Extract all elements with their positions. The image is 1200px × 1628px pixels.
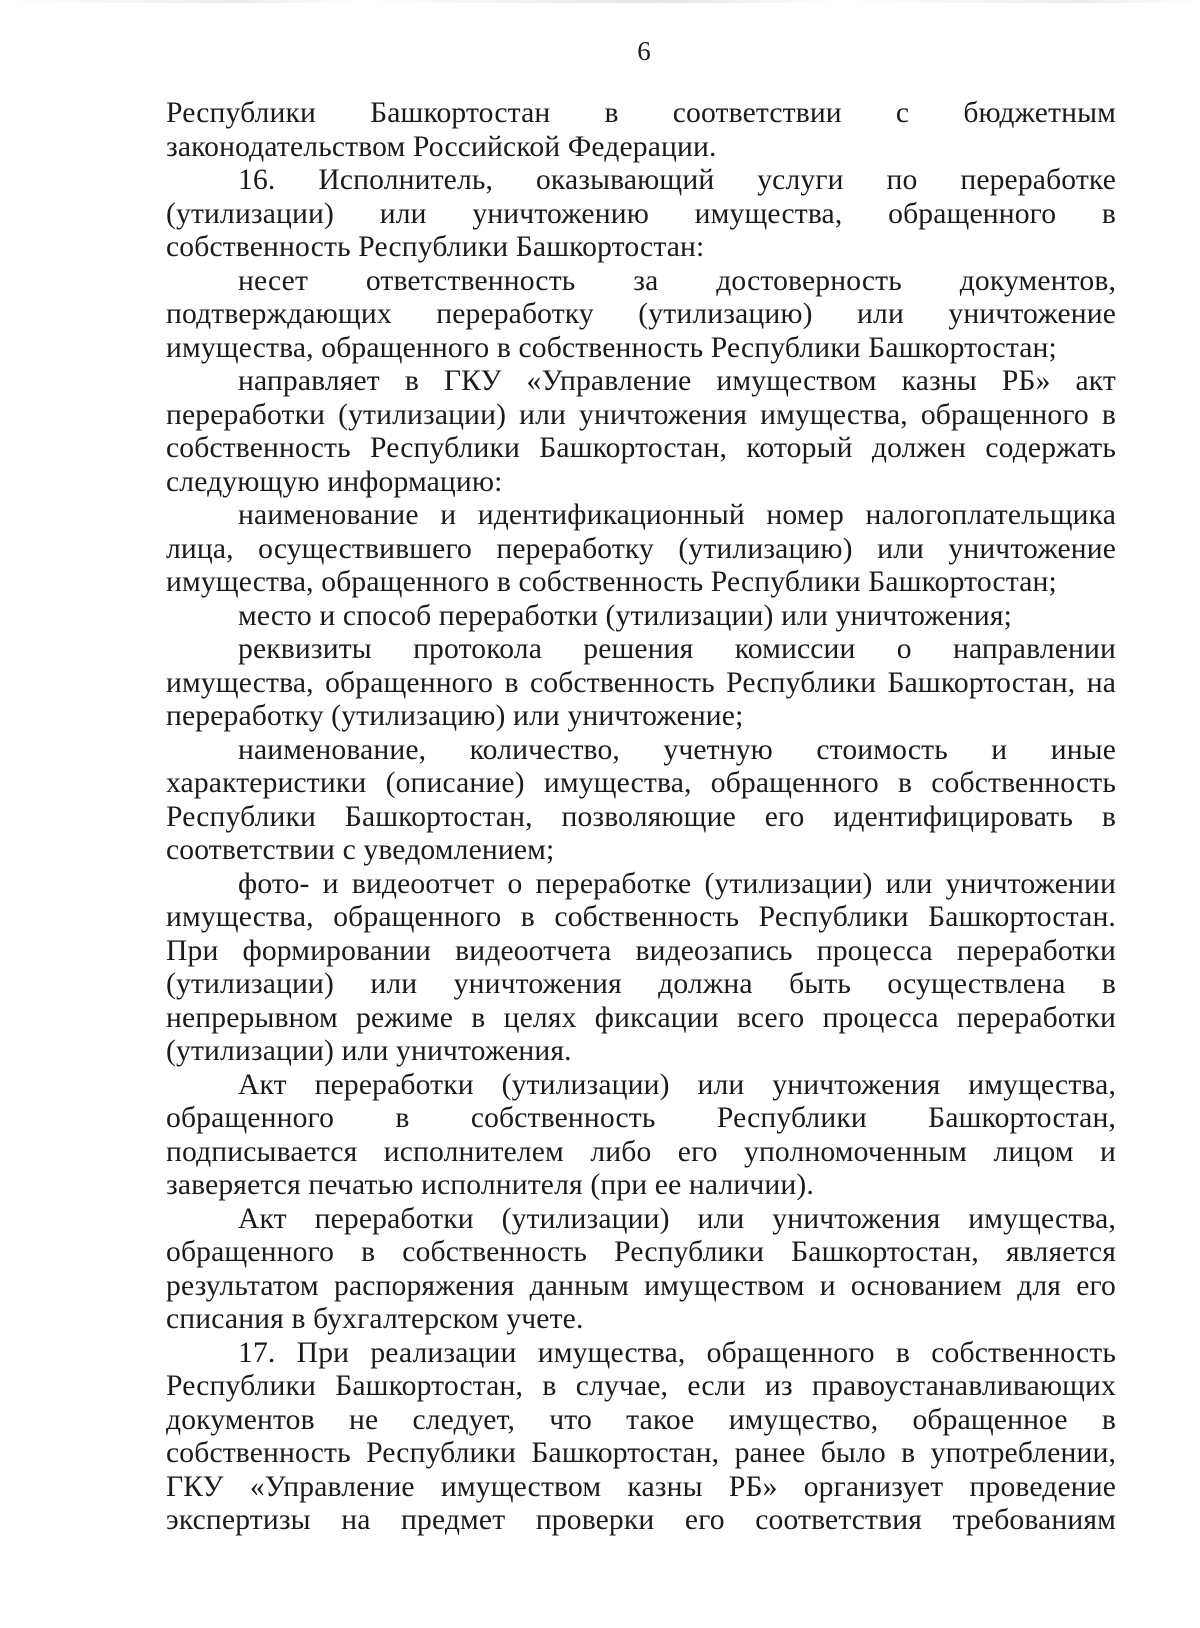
text-line: подтверждающих переработку (утилизацию) или уничтожение [166,298,1116,330]
text-line: непрерывном режиме в целях фиксации всего процесса переработки [166,1001,1116,1034]
text-line: имущества, обращенного в собственность Республики Башкортостан; [166,331,1057,364]
text-line: Акт переработки (утилизации) или уничтожения имущества, [238,1068,1116,1101]
text-line: подписывается исполнителем либо его уполномоченным лицом и [166,1135,1116,1168]
text-line: (утилизации) или уничтожения должна быть осуществлена в [166,968,1116,1000]
text-line: документов не следует, что такое имущество, обращенное в [166,1403,1116,1436]
text-line: направляет в ГКУ «Управление имуществом казны РБ» акт [238,365,1116,397]
text-line: При формировании видеоотчета видеозапись процесса переработки [166,934,1116,967]
text-line: наименование и идентификационный номер налогоплательщика [238,499,1116,531]
text-line: заверяется печатью исполнителя (при ее наличии). [166,1169,814,1201]
text-line: Акт переработки (утилизации) или уничтожения имущества, [238,1202,1116,1235]
text-line: имущества, обращенного в собственность Республики Башкортостан. [166,901,1116,933]
text-line: переработки (утилизации) или уничтожения имущества, обращенного в [166,398,1116,431]
document-body [166,97,1116,1538]
text-line: характеристики (описание) имущества, обращенного в собственность [166,767,1116,799]
text-line: имущества, обращенного в собственность Республики Башкортостан; [166,566,1057,598]
text-line: реквизиты протокола решения комиссии о направлении [238,633,1116,665]
text-line: (утилизации) или уничтожения. [166,1035,572,1067]
text-line: 17. При реализации имущества, обращенного в собственность [238,1336,1116,1369]
text-line: 16. Исполнитель, оказывающий услуги по переработке [238,164,1116,196]
text-line: место и способ переработки (утилизации) или уничтожения; [238,599,1012,632]
text-line: собственность Республики Башкортостан: [166,231,705,263]
text-line: Республики Башкортостан, позволяющие его идентифицировать в [166,800,1116,833]
text-line: обращенного в собственность Республики Башкортостан, является [166,1236,1116,1268]
text-line: следующую информацию: [166,465,503,498]
text-line: собственность Республики Башкортостан, ранее было в употреблении, [166,1437,1116,1469]
text-line: Республики Башкортостан, в случае, если из правоустанавливающих [166,1370,1116,1402]
text-line: законодательством Российской Федерации. [166,130,717,163]
text-line: имущества, обращенного в собственность Республики Башкортостан, на [166,666,1116,699]
text-line: переработку (утилизацию) или уничтожение; [166,700,744,732]
page-number: 6 [637,36,651,66]
text-line: ГКУ «Управление имуществом казны РБ» организует проведение [166,1470,1116,1503]
scan-top-edge [0,0,1200,3]
text-line: собственность Республики Башкортостан, который должен содержать [166,432,1116,464]
text-line: соответствии с уведомлением; [166,834,555,866]
text-line: экспертизы на предмет проверки его соответствия требованиям [166,1504,1116,1536]
text-line: фото- и видеоотчет о переработке (утилизации) или уничтожении [238,867,1116,900]
text-line: Республики Башкортостан в соответствии с бюджетным [166,97,1116,129]
text-line: списания в бухгалтерском учете. [166,1303,584,1335]
text-line: (утилизации) или уничтожению имущества, обращенного в [166,197,1116,230]
text-line: лица, осуществившего переработку (утилизацию) или уничтожение [166,532,1116,565]
text-line: результатом распоряжения данным имуществом и основанием для его [166,1269,1116,1302]
text-line: несет ответственность за достоверность документов, [238,264,1116,297]
text-line: наименование, количество, учетную стоимость и иные [238,733,1116,766]
text-line: обращенного в собственность Республики Башкортостан, [166,1102,1116,1134]
